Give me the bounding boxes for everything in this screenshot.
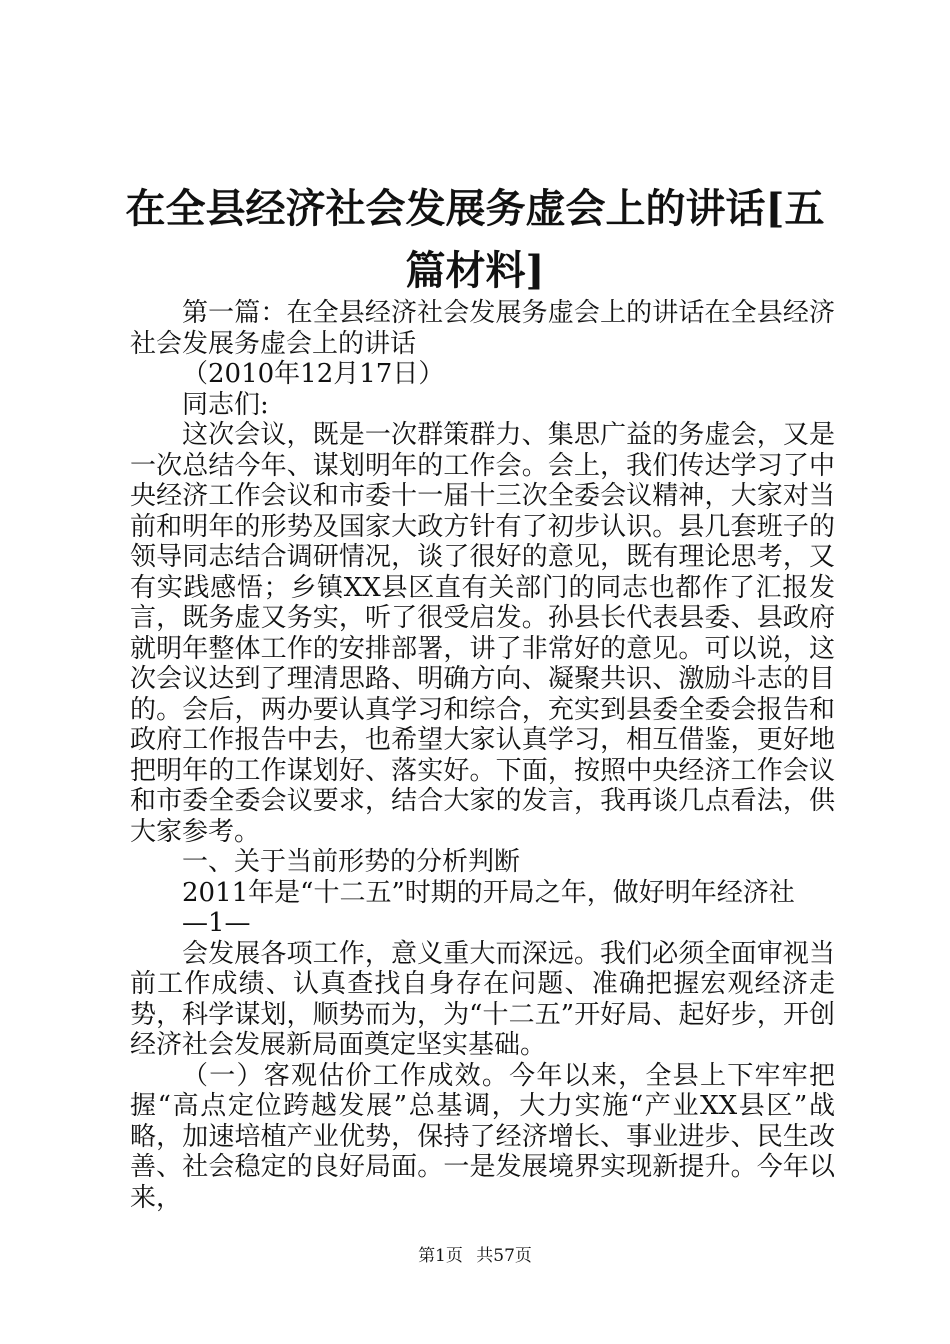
paragraph-date: （2010年12月17日） <box>182 359 445 389</box>
paragraph-subsection: （一）客观估价工作成效。今年以来，全县上下牢牢把握“高点定位跨越发展”总基调，大力实施“产业XX县区”战略，加速培植产业优势，保持了经济增长、事业进步、民生改善、社会稳定的良好局面。一是发展境界实现新提升。今年以来， <box>130 1060 835 1213</box>
paragraph-continued: 会发展各项工作，意义重大而深远。我们必须全面审视当前工作成绩、认真查找自身存在问题、准确把握宏观经济走势，科学谋划，顺势而为，为“十二五”开好局、起好步，开创经济社会发展新局面奠定坚实基础。 <box>130 938 835 1060</box>
document-title: 在全县经济社会发展务虚会上的讲话[五篇材料] <box>125 185 825 294</box>
paragraph-salutation: 同志们: <box>182 389 269 420</box>
paragraph-section-intro: 2011年是“十二五”时期的开局之年，做好明年经济社 <box>182 877 795 908</box>
paragraph-chapter-heading: 第一篇：在全县经济社会发展务虚会上的讲话在全县经济社会发展务虚会上的讲话 <box>130 298 835 359</box>
page-total: 共57页 <box>476 1246 532 1266</box>
page-marker: —1— <box>182 908 251 938</box>
page-footer <box>0 1244 950 1268</box>
section-heading: 一、关于当前形势的分析判断 <box>182 847 521 877</box>
page-number: 第1页 <box>418 1246 463 1266</box>
paragraph-opening: 这次会议，既是一次群策群力、集思广益的务虚会，又是一次总结今年、谋划明年的工作会。会上，我们传达学习了中央经济工作会议和市委十一届十三次全委会议精神，大家对当前和明年的形势及国家大政方针有了初步认识。县几套班子的领导同志结合调研情况，谈了很好的意见，既有理论思考，又有实践感悟；乡镇XX县区直有关部门的同志也都作了汇报发言，既务虚又务实，听了很受启发。孙县长代表县委、县政府就明年整体工作的安排部署，讲了非常好的意见。可以说，这次会议达到了理清思路、明确方向、凝聚共识、激励斗志的目的。会后，两办要认真学习和综合，充实到县委全委会报告和政府工作报告中去，也希望大家认真学习，相互借鉴，更好地把明年的工作谋划好、落实好。下面，按照中央经济工作会议和市委全委会议要求，结合大家的发言，我再谈几点看法，供大家参考。 <box>130 420 835 847</box>
document-body <box>130 298 835 1213</box>
